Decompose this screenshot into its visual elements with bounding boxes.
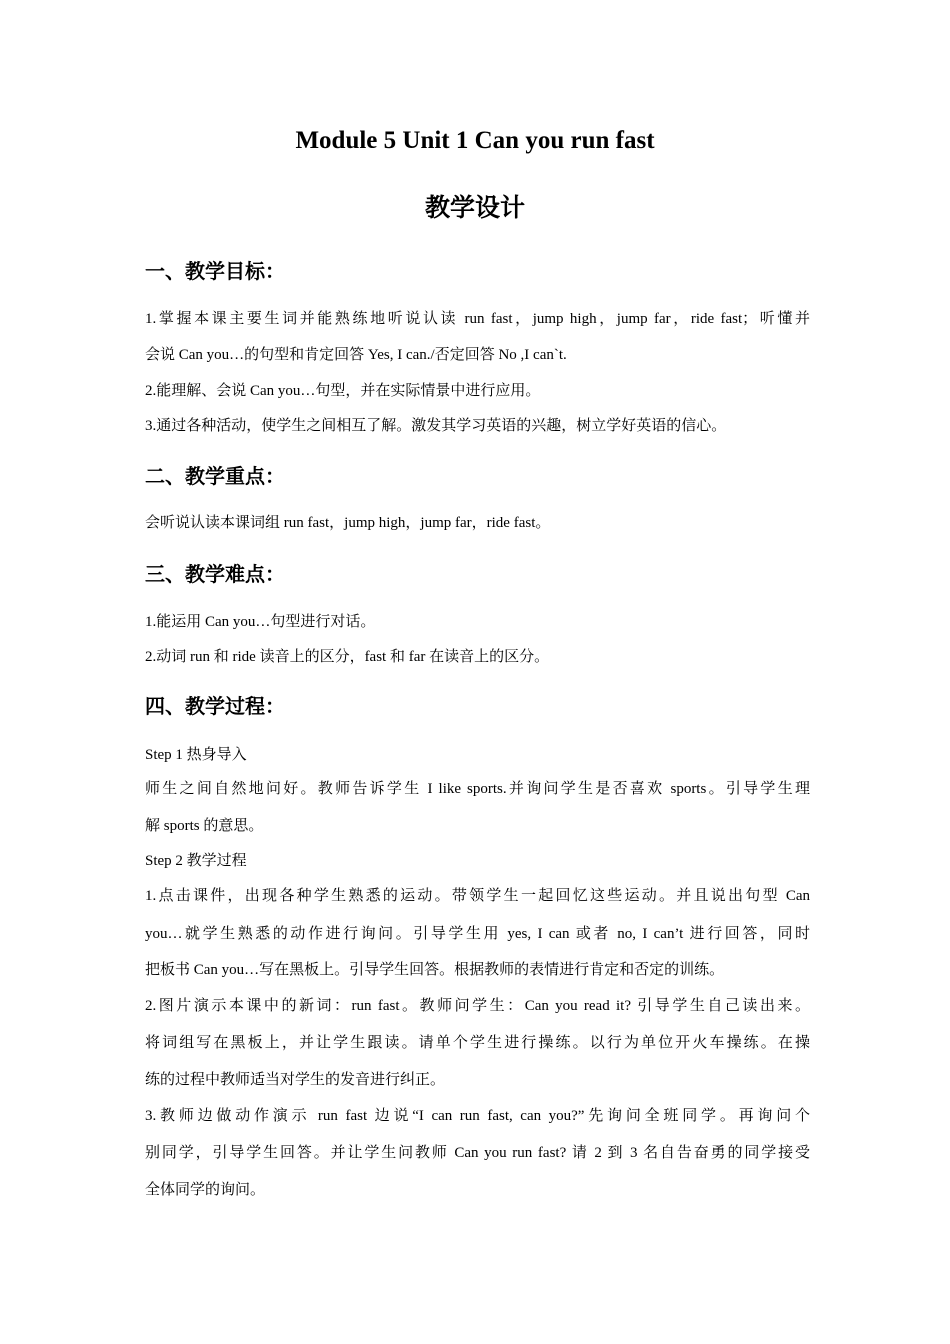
paragraph-line: 2.动词 run 和 ride 读音上的区分，fast 和 far 在读音上的区分。 bbox=[145, 649, 550, 665]
paragraph-line: 1.点击课件，出现各种学生熟悉的运动。带领学生一起回忆这些运动。并且说出句型 Can bbox=[145, 888, 810, 904]
paragraph-line: 别同学，引导学生回答。并让学生问教师 Can you run fast? 请 2 到 3 名自告奋勇的同学接受 bbox=[145, 1145, 810, 1161]
paragraph-line: 2.图片演示本课中的新词：run fast。教师问学生：Can you read it? 引导学生自己读出来。 bbox=[145, 998, 810, 1014]
paragraph-line: 2.能理解、会说 Can you…句型，并在实际情景中进行应用。 bbox=[145, 383, 541, 399]
section-heading-key-points: 二、教学重点： bbox=[145, 464, 285, 488]
step-heading: Step 2 教学过程 bbox=[145, 853, 247, 869]
step-heading: Step 1 热身导入 bbox=[145, 747, 247, 763]
paragraph-line: 把板书 Can you…写在黑板上。引导学生回答。根据教师的表情进行肯定和否定的训练。 bbox=[145, 962, 725, 978]
paragraph-line: 1.能运用 Can you…句型进行对话。 bbox=[145, 614, 376, 630]
paragraph-line: 3.教师边做动作演示 run fast 边说“I can run fast, can you?”先询问全班同学。再询问个 bbox=[145, 1108, 810, 1124]
paragraph-line: 师生之间自然地问好。教师告诉学生 I like sports.并询问学生是否喜欢 sports。引导学生理 bbox=[145, 781, 810, 797]
section-heading-process: 四、教学过程： bbox=[145, 694, 285, 718]
section-heading-objectives: 一、教学目标： bbox=[145, 259, 285, 283]
paragraph-line: 全体同学的询问。 bbox=[145, 1182, 266, 1198]
section-heading-difficulties: 三、教学难点： bbox=[145, 562, 285, 586]
paragraph-line: 会说 Can you…的句型和肯定回答 Yes, I can./否定回答 No ,I can`t. bbox=[145, 347, 567, 363]
paragraph-line: 解 sports 的意思。 bbox=[145, 818, 264, 834]
paragraph-line: 3.通过各种活动，使学生之间相互了解。激发其学习英语的兴趣，树立学好英语的信心。 bbox=[145, 418, 727, 434]
paragraph-line: 练的过程中教师适当对学生的发音进行纠正。 bbox=[145, 1072, 446, 1088]
paragraph-line: 1.掌握本课主要生词并能熟练地听说认读 run fast，jump high，jump far，ride fast；听懂并 bbox=[145, 311, 810, 327]
paragraph-line: 将词组写在黑板上，并让学生跟读。请单个学生进行操练。以行为单位开火车操练。在操 bbox=[145, 1035, 810, 1051]
document-subtitle: 教学设计 bbox=[424, 193, 525, 222]
document-title: Module 5 Unit 1 Can you run fast bbox=[295, 127, 655, 154]
paragraph-line: you…就学生熟悉的动作进行询问。引导学生用 yes, I can 或者 no, I can’t 进行回答，同时 bbox=[145, 926, 810, 942]
paragraph-line: 会听说认读本课词组 run fast，jump high，jump far，ride fast。 bbox=[145, 515, 551, 531]
